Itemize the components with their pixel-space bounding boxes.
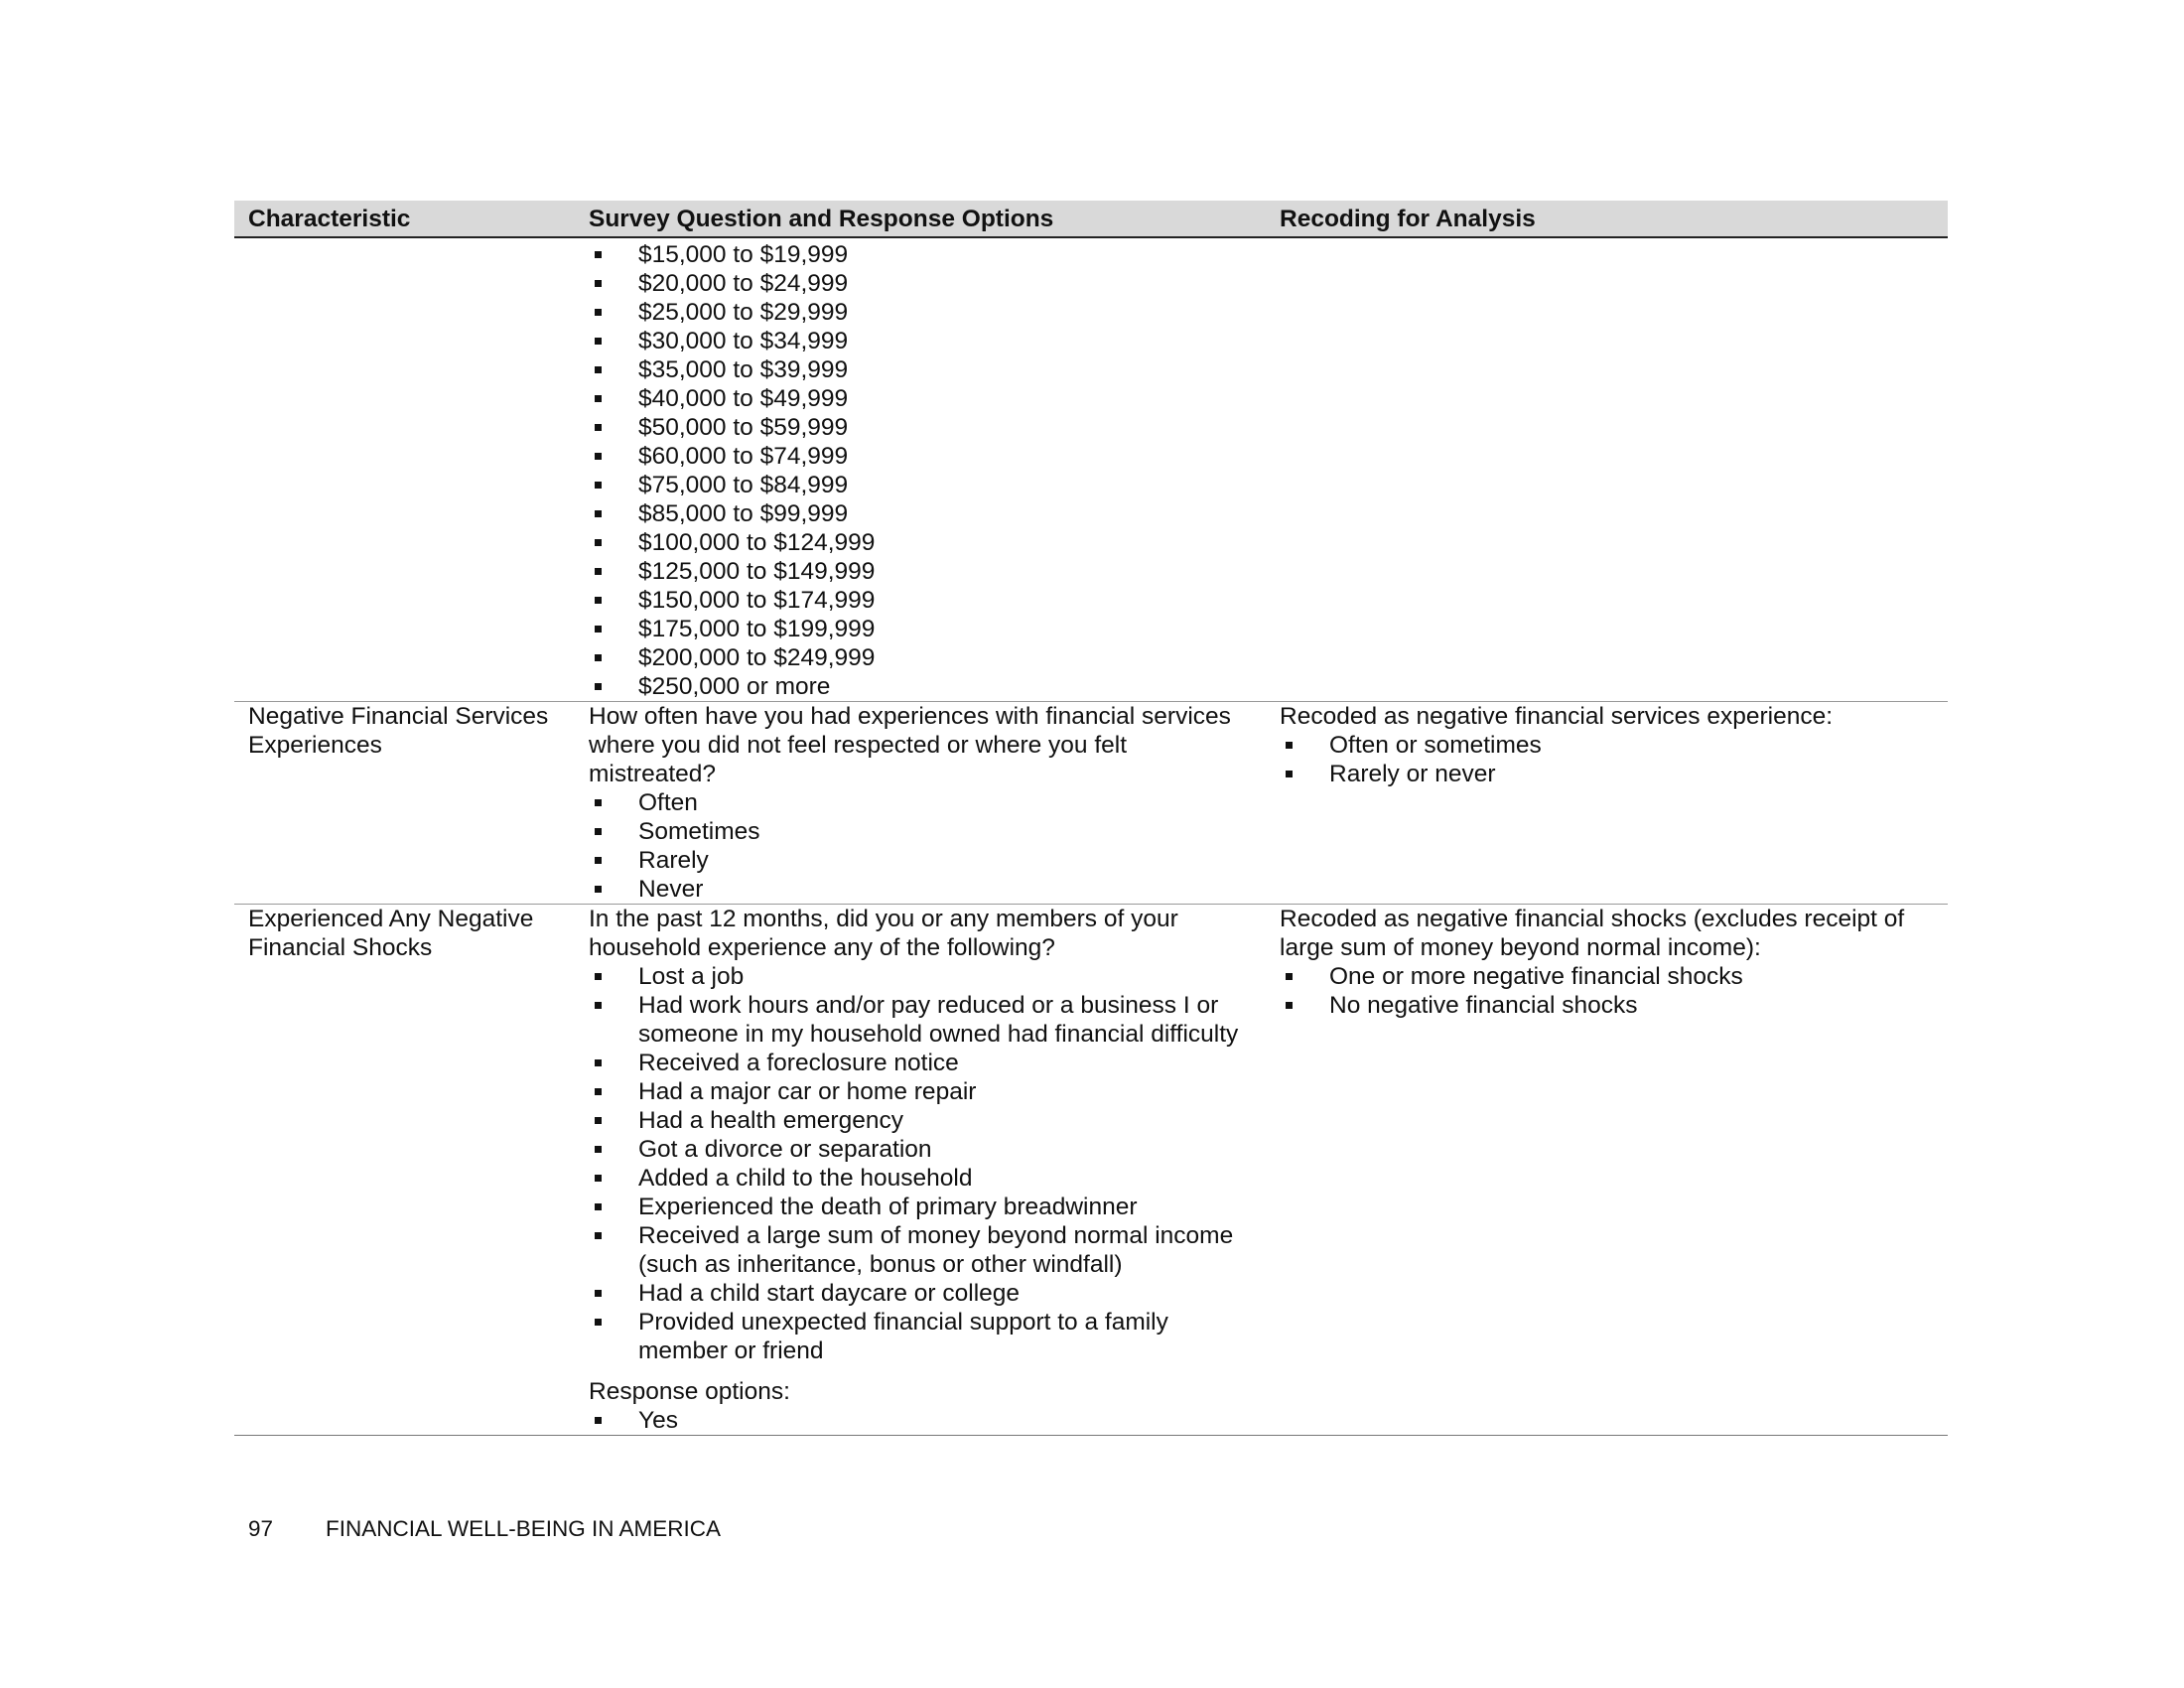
response-options-list — [589, 1406, 1252, 1435]
list-item: $60,000 to $74,999 — [589, 442, 1252, 471]
table-row-negative-services — [234, 702, 1948, 905]
header-characteristic: Characteristic — [248, 205, 411, 232]
list-item: $85,000 to $99,999 — [589, 499, 1252, 528]
list-item: $200,000 to $249,999 — [589, 643, 1252, 672]
page-number: 97 — [248, 1516, 274, 1541]
list-item: Experienced the death of primary breadwinner — [589, 1193, 1252, 1221]
list-item: Sometimes — [589, 817, 1252, 846]
list-item: $175,000 to $199,999 — [589, 615, 1252, 643]
list-item: $15,000 to $19,999 — [589, 240, 1252, 269]
cell-characteristic-financial-shocks — [234, 905, 575, 1436]
list-item: Had work hours and/or pay reduced or a business I or someone in my household owned had financial difficulty — [589, 991, 1252, 1049]
recoding-intro-text: Recoded as negative financial shocks (excludes receipt of large sum of money beyond normal income): — [1280, 906, 1905, 961]
recoding-intro-text: Recoded as negative financial services experience: — [1280, 703, 1834, 730]
list-item: $75,000 to $84,999 — [589, 471, 1252, 499]
list-item: Lost a job — [589, 962, 1252, 991]
survey-question-text: In the past 12 months, did you or any members of your household experience any of the following? — [589, 906, 1178, 961]
list-item: Rarely or never — [1280, 760, 1934, 788]
characteristic-label: Experienced Any Negative Financial Shocks — [248, 906, 534, 961]
cell-income-options — [575, 237, 1266, 702]
list-item: Had a child start daycare or college — [589, 1279, 1252, 1308]
list-item: $250,000 or more — [589, 672, 1252, 701]
cell-recoding-empty — [1266, 237, 1948, 702]
list-item: Added a child to the household — [589, 1164, 1252, 1193]
list-item: $50,000 to $59,999 — [589, 413, 1252, 442]
cell-characteristic-empty — [234, 237, 575, 702]
table-row-financial-shocks — [234, 905, 1948, 1436]
list-item: No negative financial shocks — [1280, 991, 1934, 1020]
characteristic-label: Negative Financial Services Experiences — [248, 703, 549, 759]
cell-recoding-negative-services — [1266, 702, 1948, 905]
income-options-list — [589, 240, 1252, 701]
page-footer — [248, 1514, 721, 1543]
recoding-table — [234, 201, 1948, 1436]
list-item: Rarely — [589, 846, 1252, 875]
table-row-income-continuation — [234, 237, 1948, 702]
list-item: Never — [589, 875, 1252, 904]
list-item: $125,000 to $149,999 — [589, 557, 1252, 586]
header-survey-question: Survey Question and Response Options — [589, 205, 1054, 232]
cell-characteristic-negative-services — [234, 702, 575, 905]
list-item: $25,000 to $29,999 — [589, 298, 1252, 327]
list-item: Had a health emergency — [589, 1106, 1252, 1135]
list-item: Often — [589, 788, 1252, 817]
list-item: Got a divorce or separation — [589, 1135, 1252, 1164]
cell-recoding-financial-shocks — [1266, 905, 1948, 1436]
list-item: One or more negative financial shocks — [1280, 962, 1934, 991]
list-item: $20,000 to $24,999 — [589, 269, 1252, 298]
footer-title: FINANCIAL WELL-BEING IN AMERICA — [326, 1516, 721, 1541]
list-item: Provided unexpected financial support to a family member or friend — [589, 1308, 1252, 1365]
cell-question-negative-services — [575, 702, 1266, 905]
list-item: $30,000 to $34,999 — [589, 327, 1252, 355]
response-options-list — [589, 788, 1252, 904]
table-header-row — [234, 201, 1948, 237]
list-item: $100,000 to $124,999 — [589, 528, 1252, 557]
recoding-options-list — [1280, 731, 1934, 788]
shock-items-list — [589, 962, 1252, 1365]
list-item: Had a major car or home repair — [589, 1077, 1252, 1106]
list-item: $35,000 to $39,999 — [589, 355, 1252, 384]
cell-question-financial-shocks — [575, 905, 1266, 1436]
list-item: Received a foreclosure notice — [589, 1049, 1252, 1077]
response-options-label: Response options: — [589, 1378, 790, 1405]
list-item: $40,000 to $49,999 — [589, 384, 1252, 413]
survey-question-text: How often have you had experiences with financial services where you did not feel respected or where you felt mistreated? — [589, 703, 1231, 787]
list-item: $150,000 to $174,999 — [589, 586, 1252, 615]
list-item: Yes — [589, 1406, 1252, 1435]
recoding-options-list — [1280, 962, 1934, 1020]
header-recoding: Recoding for Analysis — [1280, 205, 1536, 232]
list-item: Often or sometimes — [1280, 731, 1934, 760]
list-item: Received a large sum of money beyond normal income (such as inheritance, bonus or other windfall) — [589, 1221, 1252, 1279]
